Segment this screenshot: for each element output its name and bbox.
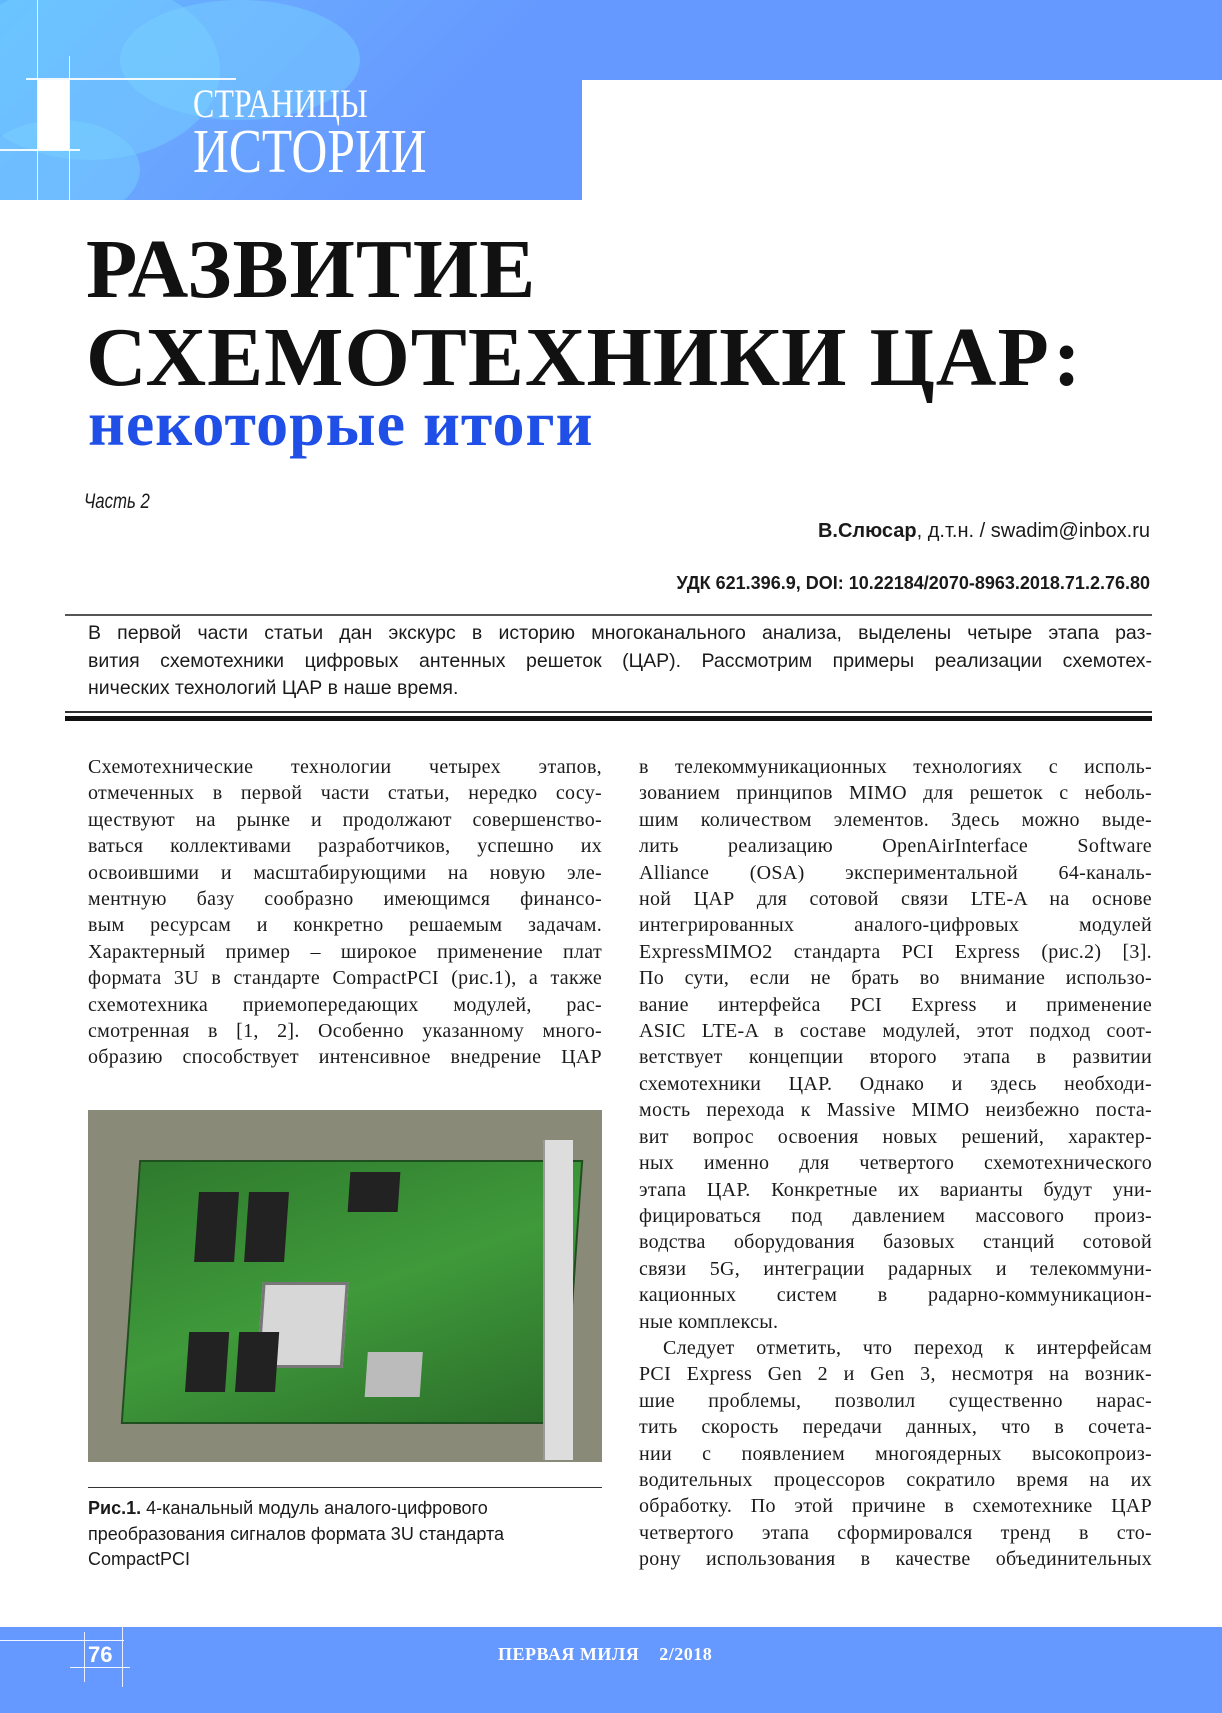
text-line: образию способствует интенсивное внедрение ЦАР [88,1046,602,1069]
figure-1-photo-pcb-module [88,1110,602,1462]
text-line: этапа ЦАР. Конкретные их варианты будут уни- [639,1178,1152,1201]
journal-name: ПЕРВАЯ МИЛЯ [498,1644,640,1664]
article-subtitle: некоторые итоги [88,388,594,459]
text-line: ментную базу сообразно имеющимся финансо- [88,888,602,911]
text-line: рону использования в качестве объединительных [639,1548,1152,1571]
abstract-line: вития схемотехники цифровых антенных решеток (ЦАР). Рассмотрим примеры реализации схемотех- [88,649,1152,672]
text-line: четвертого этапа сформировался тренд в сто- [639,1521,1152,1544]
text-line: интегрированных аналого-цифровых модулей [639,914,1152,937]
text-line: связи 5G, интеграции радарных и телекоммуни- [639,1257,1152,1280]
text-line: шие проблемы, позволил существенно нарас- [639,1389,1152,1412]
text-line: вым ресурсам и конкретно решаемым задачам. [88,914,602,937]
text-line: тить скорость передачи данных, что в сочета- [639,1416,1152,1439]
figure-label: Рис.1. [88,1498,142,1518]
text-line: нии с появлением многоядерных высокопроиз- [639,1442,1152,1465]
section-label-large: ИСТОРИИ [193,118,427,186]
figure-caption-text: 4-канальный модуль аналого-цифрового преобразования сигналов формата 3U стандарта CompactPCI [88,1498,504,1569]
decor-block [38,80,69,150]
text-line: ные комплексы. [639,1310,779,1333]
text-line: шим количеством элементов. Здесь можно выде- [639,808,1152,831]
paragraph [639,754,1152,1335]
text-line: ных именно для четвертого схемотехнического [639,1152,1152,1175]
text-line: Alliance (OSA) экспериментальной 64-каналь- [639,861,1152,884]
text-line: PCI Express Gen 2 и Gen 3, несмотря на возник- [639,1363,1152,1386]
article-title-line1: РАЗВИТИЕ [86,223,537,316]
text-line: водительных процессоров сократило время на их [639,1468,1152,1491]
text-line: ной ЦАР для сотовой связи LTE-A на основе [639,888,1152,911]
author-details: , д.т.н. / swadim@inbox.ru [916,520,1150,542]
text-line: лить реализацию OpenAirInterface Software [639,835,1152,858]
article-title-line2: СХЕМОТЕХНИКИ ЦАР: [86,311,1082,404]
paragraph [88,754,602,1071]
caption-rule [88,1487,602,1488]
text-line: По сути, если не брать во внимание использо- [639,967,1152,990]
footer-band [0,1627,1222,1713]
figure-caption [88,1496,602,1573]
text-line: зованием принципов MIMO для решеток с неболь- [639,782,1152,805]
circuit-board [121,1160,583,1424]
page-number: 76 [88,1642,113,1667]
front-panel-bracket [543,1140,573,1460]
text-line: ветствует концепции второго этапа в развитии [639,1046,1152,1069]
text-line: схемотехники ЦАР. Однако и здесь необходи- [639,1072,1152,1095]
text-line: вание интерфейса PCI Express и применение [639,993,1152,1016]
text-line: ExpressMIMO2 стандарта PCI Express (рис.2) [3]. [639,940,1152,963]
text-line: освоившими и масштабирующими на новую эле- [88,861,602,884]
text-line: фицироваться под давлением массового произ- [639,1204,1152,1227]
text-line: ваться коллективами разработчиков, успешно их [88,835,602,858]
text-line: ществуют на рынке и продолжают совершенство- [88,808,602,831]
text-line: обработку. По этой причине в схемотехнике ЦАР [639,1495,1152,1518]
text-line: водства оборудования базовых станций сотовой [639,1231,1152,1254]
divider [65,614,1152,616]
text-line: в телекоммуникационных технологиях с исполь- [639,756,1152,778]
body-column-right [639,754,1152,1573]
udk-doi: УДК 621.396.9, DOI: 10.22184/2070-8963.2018.71.2.76.80 [676,573,1150,593]
text-line: мость перехода к Massive MIMO неизбежно поста- [639,1099,1152,1122]
body-column-left [88,754,602,1071]
abstract-line: нических технологий ЦАР в наше время. [88,677,459,699]
text-line: отмеченных в первой части статьи, нередко сосу- [88,782,602,805]
abstract-line: В первой части статьи дан экскурс в историю многоканального анализа, выделены четыре этапа раз- [88,622,1152,644]
section-label: СТРАНИЦЫ [193,81,368,126]
paragraph [639,1335,1152,1573]
author-line [818,520,1150,543]
text-line: Схемотехнические технологии четырех этапов, [88,756,602,778]
text-line: кационных систем в радарно-коммуникацион- [639,1284,1152,1307]
text-line: Следует отметить, что переход к интерфейсам [663,1336,1152,1359]
text-line: вит вопрос освоения новых решений, характер- [639,1125,1152,1148]
text-line: формата 3U в стандарте CompactPCI (рис.1), а также [88,967,602,990]
decor-line [0,1640,124,1641]
text-line: схемотехника приемопередающих модулей, рас- [88,993,602,1016]
decor-line [122,1627,123,1687]
text-line: Характерный пример – широкое применение плат [88,940,602,963]
journal-issue: 2/2018 [659,1644,713,1664]
author-name: В.Слюсар [817,520,917,542]
journal-footer [498,1644,712,1665]
text-line: ASIC LTE-A в составе модулей, этот подход соот- [639,1020,1152,1043]
text-line: смотренная в [1, 2]. Особенно указанному много- [88,1020,602,1043]
part-label: Часть 2 [84,490,150,513]
divider-thick [65,716,1152,721]
divider [65,711,1152,713]
abstract [88,620,1152,703]
